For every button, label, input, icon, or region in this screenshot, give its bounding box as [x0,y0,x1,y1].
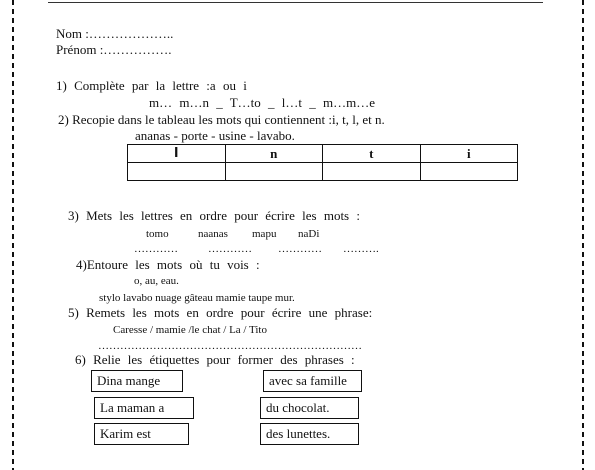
label-karim-est[interactable]: Karim est [94,423,189,445]
recopie-table [127,144,518,181]
ex5-words: Caresse / mamie /le chat / La / Tito [113,324,267,336]
header-i: i [420,145,518,163]
header-l: l [128,145,226,163]
answer-cell-n[interactable] [225,163,323,181]
ex3-blank-4[interactable]: ………. [343,243,379,255]
answer-cell-i[interactable] [420,163,518,181]
ex1-words: m… m…n _ T…to _ l…t _ m…m…e [149,95,376,110]
ex3-word-1: tomo [146,228,169,240]
ex3-instruction: 3) Mets les lettres en ordre pour écrire les mots : [68,208,360,223]
nom-field[interactable]: Nom :……………….. [56,26,174,41]
ex2-instruction: 2) Recopie dans le tableau les mots qui contiennent :i, t, l, et n. [58,112,385,127]
ex1-instruction: 1) Complète par la lettre :a ou i [56,78,247,93]
ex4-words[interactable]: stylo lavabo nuage gâteau mamie taupe mur. [99,292,295,304]
ex3-blank-3[interactable]: ………… [278,243,322,255]
ex3-word-3: mapu [252,228,277,240]
header-n: n [225,145,323,163]
ex5-instruction: 5) Remets les mots en ordre pour écrire une phrase: [68,305,373,320]
table-header-row [128,145,518,163]
ex4-instruction: 4)Entoure les mots où tu vois : [76,257,260,272]
left-dashed-border [12,0,14,470]
ex3-blank-2[interactable]: ………… [208,243,252,255]
label-des-lunettes[interactable]: des lunettes. [260,423,359,445]
ex3-blank-1[interactable]: ………… [134,243,178,255]
ex4-sounds: o, au, eau. [134,275,179,287]
right-dashed-border [582,0,584,470]
ex5-answer-blank[interactable]: ……………………………………………………………… [98,340,362,352]
prenom-field[interactable]: Prénom :……………. [56,42,172,57]
top-rule [48,2,543,3]
table-answer-row [128,163,518,181]
answer-cell-l[interactable] [128,163,226,181]
ex3-word-4: naDi [298,228,320,240]
answer-cell-t[interactable] [323,163,421,181]
ex6-instruction: 6) Relie les étiquettes pour former des phrases : [75,352,355,367]
header-t: t [323,145,421,163]
label-dina-mange[interactable]: Dina mange [91,370,183,392]
ex2-words: ananas - porte - usine - lavabo. [135,128,295,143]
label-la-maman-a[interactable]: La maman a [94,397,194,419]
ex3-word-2: naanas [198,228,228,240]
label-avec-sa-famille[interactable]: avec sa famille [263,370,362,392]
label-du-chocolat[interactable]: du chocolat. [260,397,359,419]
